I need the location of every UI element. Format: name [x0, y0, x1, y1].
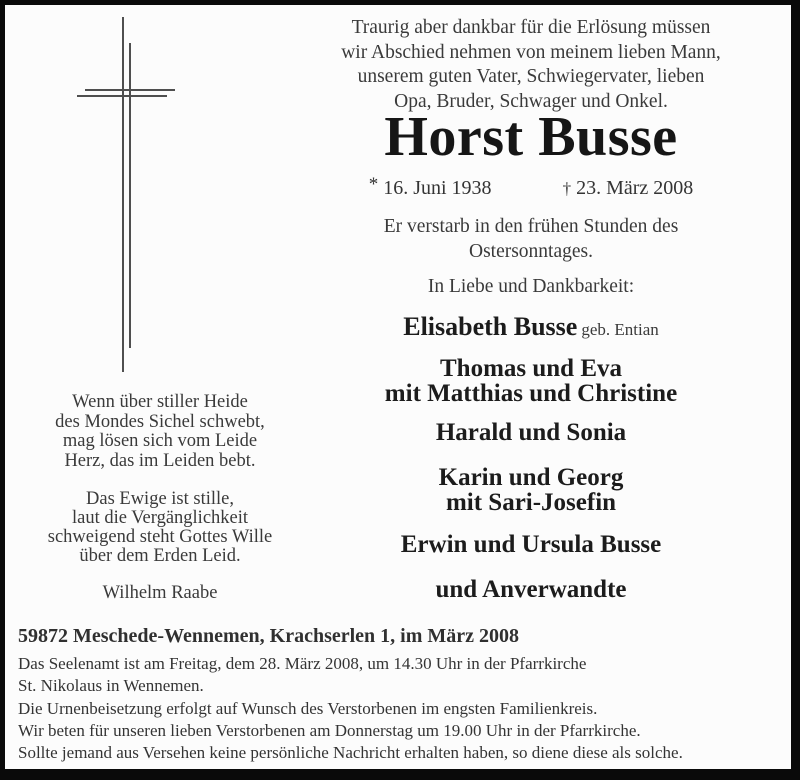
opening-line: unserem guten Vater, Schwiegervater, lieben	[357, 66, 705, 87]
birth-date	[369, 176, 492, 201]
poem-stanza-2	[15, 490, 305, 566]
mourner-family	[318, 466, 744, 515]
deceased-name: Horst Busse	[384, 106, 678, 168]
notice-line: Sollte jemand aus Versehen keine persönliche Nachricht erhalten haben, so diene diese als solche.	[18, 743, 683, 763]
death-date	[563, 176, 694, 201]
notice-line: St. Nikolaus in Wennemen.	[18, 676, 204, 696]
notice-line: Das Seelenamt ist am Freitag, dem 28. März 2008, um 14.30 Uhr in der Pfarrkirche	[18, 654, 587, 673]
mourner-line: mit Sari-Josefin	[445, 488, 617, 516]
death-circumstances-line: Er verstarb in den frühen Stunden des	[383, 216, 679, 237]
poem-line: schweigend steht Gottes Wille	[47, 527, 273, 547]
mourner-line: Harald und Sonia	[435, 419, 627, 446]
poem-author: Wilhelm Raabe	[102, 583, 218, 603]
opening-line: Traurig aber dankbar für die Erlösung müssen	[351, 17, 711, 38]
scan-border-right	[791, 0, 800, 780]
mourner-line: Erwin und Ursula Busse	[400, 531, 662, 558]
death-circumstances	[318, 215, 744, 264]
scan-border-left	[0, 0, 5, 780]
death-circumstances-line: Ostersonntages.	[468, 240, 594, 262]
birth-date-text: 16. Juni 1938	[383, 177, 492, 199]
poem-stanza-1	[15, 393, 305, 471]
life-dates	[318, 176, 744, 201]
poem-line: über dem Erden Leid.	[79, 546, 241, 566]
mourner-family	[318, 421, 744, 446]
poem-line: Wenn über stiller Heide	[72, 392, 248, 412]
opening-text	[318, 16, 744, 114]
cross-horizontal-line	[85, 89, 175, 91]
widow-name: Elisabeth Busse	[403, 312, 578, 341]
mourner-widow	[318, 312, 744, 346]
cross-horizontal-line	[77, 95, 167, 97]
mourner-family	[318, 533, 744, 558]
widow-maiden-name: geb. Entian	[581, 320, 659, 339]
notice-line: Die Urnenbeisetzung erfolgt auf Wunsch des Verstorbenen im engsten Familienkreis.	[18, 698, 598, 718]
notice-line: Wir beten für unseren lieben Verstorbenen am Donnerstag um 19.00 Uhr in der Pfarrkirche.	[18, 720, 641, 740]
address-date-line: 59872 Meschede-Wennemen, Krachserlen 1, im März 2008	[18, 625, 520, 647]
birth-star-symbol: *	[368, 174, 379, 195]
mourner-line: Thomas und Eva	[439, 355, 623, 382]
poem-line: mag lösen sich vom Leide	[62, 431, 258, 452]
death-date-text: 23. März 2008	[576, 177, 694, 199]
tribute-line: In Liebe und Dankbarkeit:	[427, 276, 635, 297]
mourner-line: und Anverwandte	[435, 576, 627, 603]
poem-line: Das Ewige ist stille,	[86, 489, 234, 509]
mourner-family	[318, 578, 744, 603]
service-notices	[18, 653, 783, 764]
cross-vertical-line	[122, 17, 124, 372]
opening-line: wir Abschied nehmen von meinem lieben Mann,	[341, 41, 721, 63]
poem-line: laut die Vergänglichkeit	[71, 508, 249, 528]
poem-line: Herz, das im Leiden bebt.	[64, 450, 256, 471]
mourner-family	[318, 357, 744, 406]
mourner-line: mit Matthias und Christine	[384, 379, 678, 407]
mourner-line: Karin und Georg	[438, 464, 624, 491]
opening-line: Opa, Bruder, Schwager und Onkel.	[394, 90, 668, 112]
death-dagger-symbol: †	[562, 179, 572, 198]
poem-line: des Mondes Sichel schwebt,	[55, 411, 265, 432]
scan-border-top	[0, 0, 800, 5]
scan-border-bottom	[0, 769, 800, 780]
